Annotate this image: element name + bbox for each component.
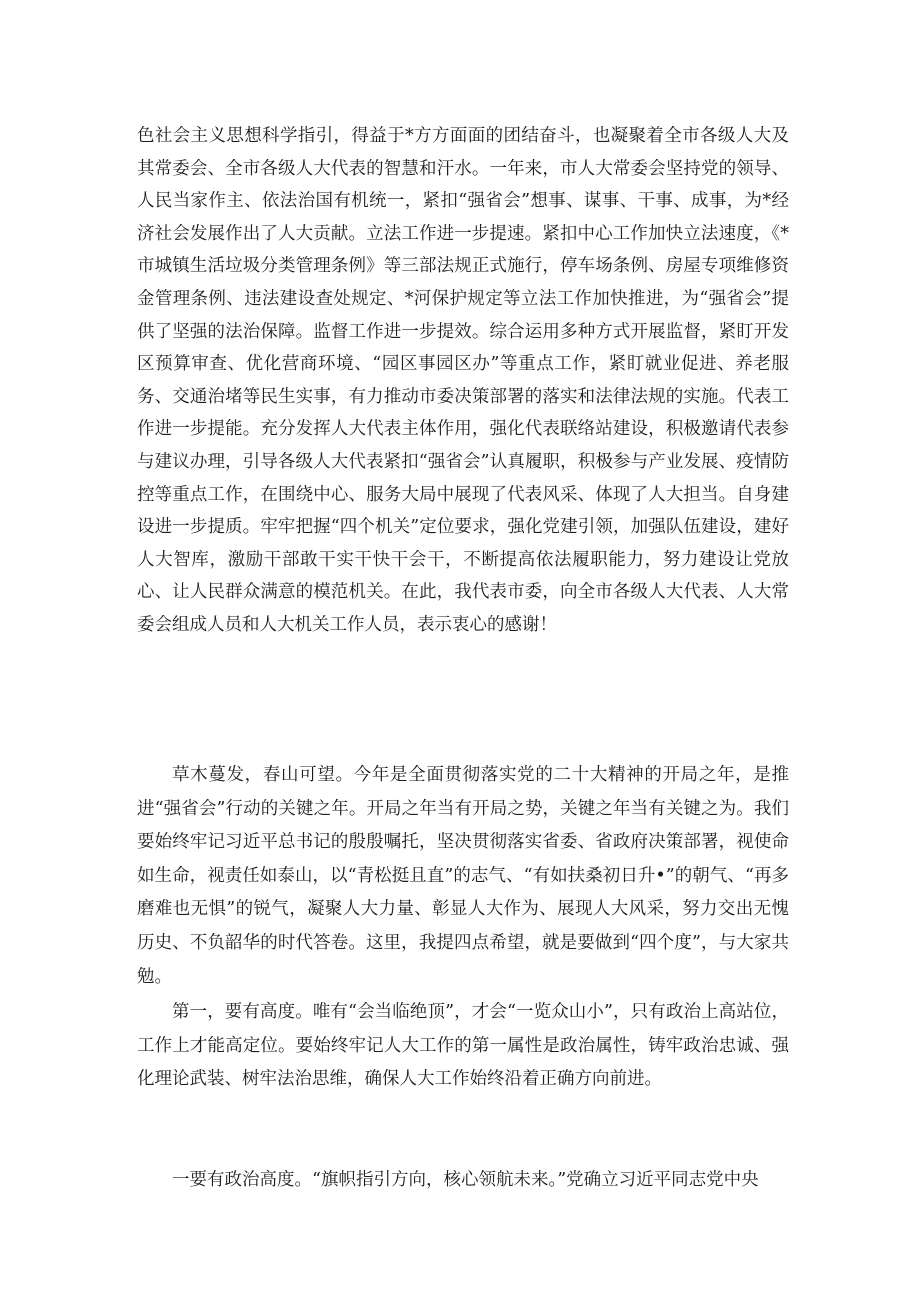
paragraph-point-one-height: 第一，要有高度。唯有“会当临绝顶”，才会“一览众山小”，只有政治上高站位，工作上才能高定位。要始终牢记人大工作的第一属性是政治属性，铸牢政治忠诚、强化理论武装、树牢法治思维，确保人大工作始终沿着正确方向前进。 [137,1002,789,1089]
paragraph-work-review: 色社会主义思想科学指引，得益于*方方面面的团结奋斗，也凝聚着全市各级人大及其常委会、全市各级人大代表的智慧和汗水。一年来，市人大常委会坚持党的领导、人民当家作主、依法治国有机统一，紧扣“强省会”想事、谋事、干事、成事，为*经济社会发展作出了人大贡献。立法工作进一步提速。紧扣中心工作加快立法速度，《*市城镇生活垃圾分类管理条例》等三部法规正式施行，停车场条例、房屋专项维修资金管理条例、违法建设查处规定、*河保护规定等立法工作加快推进，为“强省会”提供了坚强的法治保障。监督工作进一步提效。综合运用多种方式开展监督，紧盯开发区预算审查、优化营商环境、“园区事园区办”等重点工作，紧盯就业促进、养老服务、交通治堵等民生实事，有力推动市委决策部署的落实和法律法规的实施。代表工作进一步提能。充分发挥人大代表主体作用，强化代表联络站建设，积极邀请代表参与建议办理，引导各级人大代表紧扣“强省会”认真履职，积极参与产业发展、疫情防控等重点工作，在围绕中心、服务大局中展现了代表风采、体现了人大担当。自身建设进一步提质。牢牢把握“四个机关”定位要求，强化党建引领，加强队伍建设，建好人大智库，激励干部敢干实干快干会干，不断提高依法履职能力，努力建设让党放心、让人民群众满意的模范机关。在此，我代表市委，向全市各级人大代表、人大常委会组成人员和人大机关工作人员，表示衷心的感谢！ [137,126,789,635]
paragraph-political-height: 一要有政治高度。“旗帜指引方向，核心领航未来。”党确立习近平同志党中央 [172,1170,759,1190]
paragraph-new-year-outlook: 草木蔓发，春山可望。今年是全面贯彻落实党的二十大精神的开局之年，是推进“强省会”行动的关键之年。开局之年当有开局之势，关键之年当有关键之为。我们要始终牢记习近平总书记的殷殷嘱托，坚决贯彻落实省委、省政府决策部署，视使命如生命，视责任如泰山，以“青松挺且直”的志气、“有如扶桑初日升•”的朝气、“再多磨难也无惧”的锐气，凝聚人大力量、彰显人大作为、展现人大风采，努力交出无愧历史、不负韶华的时代答卷。这里，我提四点希望，就是要做到“四个度”，与大家共勉。 [137,765,789,987]
